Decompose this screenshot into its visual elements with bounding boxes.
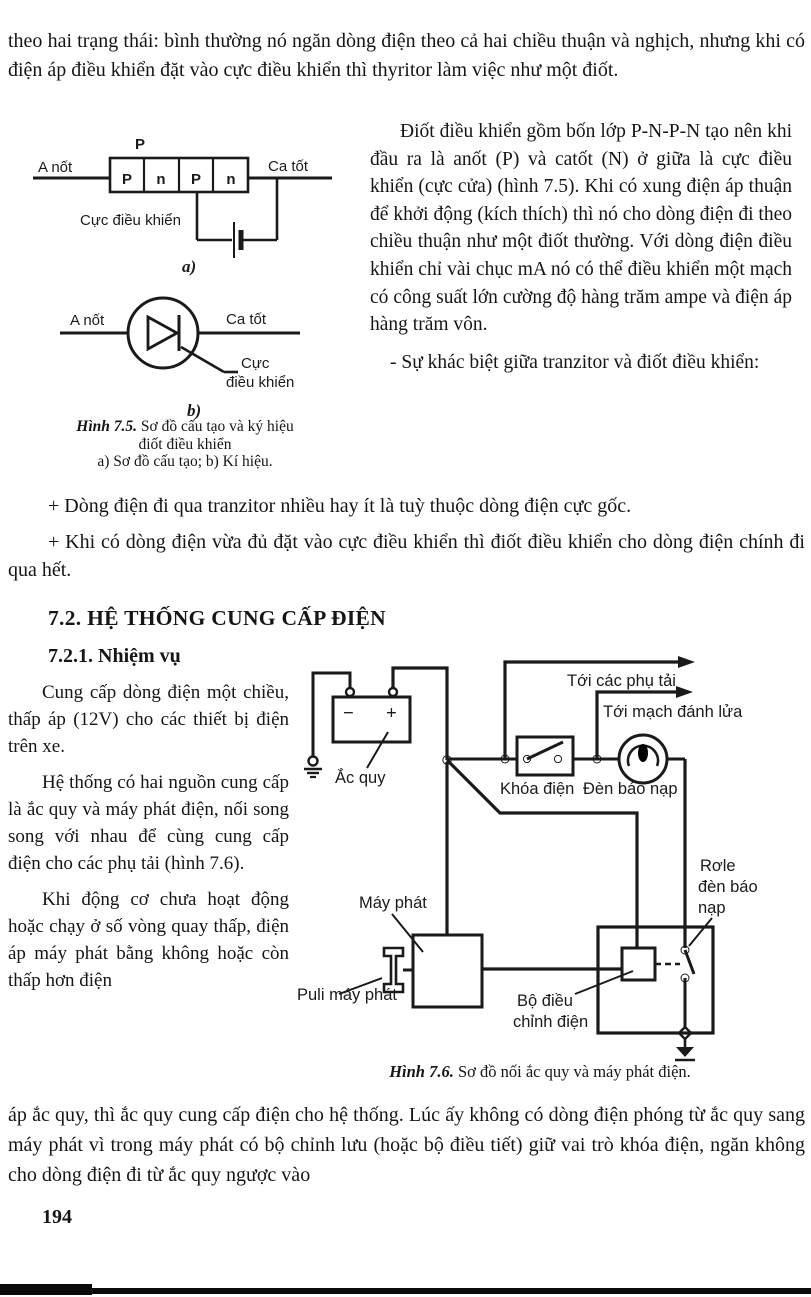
cell-p2-label: P (190, 171, 202, 188)
arrow-to-ignition (676, 686, 693, 698)
battery-minus-label: − (343, 703, 354, 724)
p-layer-top-label: P (134, 136, 146, 153)
pulley-label: Puli máy phát (297, 986, 397, 1004)
cell-p1-label: P (121, 171, 133, 188)
figure-7-5-caption-line3: a) Sơ đồ cấu tạo; b) Kí hiệu. (97, 453, 273, 470)
battery-block (304, 673, 410, 787)
cell-n2-label: n (226, 171, 236, 188)
paragraph-top: theo hai trạng thái: bình thường nó ngăn dòng điện theo cả hai chiều thuận và nghịch, nhưng khi có điện áp điều khiển đặt vào cực điều khiển thì thyritor làm việc như một điốt. (8, 30, 805, 81)
column-left (8, 679, 289, 1003)
regulator-label-line1: Bộ điều (517, 992, 573, 1010)
battery-cell-symbol (234, 222, 241, 258)
charge-lamp-label: Đèn báo nạp (583, 780, 678, 798)
gate-label-b-line1: Cực (241, 355, 270, 372)
paragraph-bottom: áp ắc quy, thì ắc quy cung cấp điện cho hệ thống. Lúc ấy không có dòng điện phóng từ ắc quy sang máy phát vì trong máy phát có bộ chỉnh lưu (hoặc bộ điều tiết) giữ vai trò khóa điện, ngăn không cho dòng điện đi từ ắc quy ngược vào (8, 1104, 805, 1186)
main-wiring (393, 656, 743, 948)
figure-7-5-caption-number: Hình 7.5. (76, 418, 138, 435)
scan-edge-bar-left (0, 1284, 92, 1295)
charge-lamp (583, 735, 685, 948)
to-ignition-label: Tới mạch đánh lửa (603, 703, 743, 721)
battery-plus-label: + (386, 703, 397, 724)
scan-edge-bar (0, 1288, 811, 1294)
page-number: 194 (42, 1206, 72, 1228)
bullet-controlled-diode: + Khi có dòng điện vừa đủ đặt vào cực điều khiển thì điốt điều khiển cho dòng điện chính đi qua hết. (8, 531, 805, 581)
to-loads-label: Tới các phụ tải (567, 672, 676, 690)
ignition-switch-label: Khóa điện (500, 780, 575, 798)
sublabel-a: a) (182, 257, 197, 276)
section-heading-7-2: 7.2. HỆ THỐNG CUNG CẤP ĐIỆN (48, 606, 387, 630)
generator-label: Máy phát (359, 894, 427, 912)
anode-label-a: A nốt (38, 159, 73, 176)
figure-7-5-caption (20, 418, 350, 471)
bullet-transistor: + Dòng điện đi qua tranzitor nhiều hay ít là tuỳ thuộc dòng điện cực gốc. (48, 495, 632, 517)
figure-7-5-caption-title: Sơ đồ cấu tạo và ký hiệu (137, 418, 294, 435)
paragraph-difference-intro: - Sự khác biệt giữa tranzitor và điốt điều khiển: (390, 351, 760, 373)
relay-label-line3: nạp (698, 899, 726, 917)
figure-7-6-caption-title: Sơ đồ nối ắc quy và máy phát điện. (453, 1062, 691, 1081)
cell-n1-label: n (156, 171, 166, 188)
arrow-to-loads (678, 656, 695, 668)
figure-7-6-diagram (295, 640, 811, 1065)
paragraph-two-sources: Hệ thống có hai nguồn cung cấp là ắc quy và máy phát điện, nối song song với nhau để cùng cung cấp điện cho các phụ tải (hình 7.6). (8, 772, 289, 874)
relay-label-line2: đèn báo (698, 878, 758, 896)
relay-regulator-block (513, 857, 758, 1060)
figure-7-6-caption (330, 1062, 750, 1082)
regulator-label-line2: chỉnh điện (513, 1013, 589, 1031)
thyristor-structure-diagram (33, 136, 332, 276)
paragraph-supply-12v: Cung cấp dòng điện một chiều, thấp áp (12V) cho các thiết bị điện trên xe. (8, 682, 289, 757)
anode-label-b: A nốt (70, 312, 105, 329)
gate-label-a: Cực điều khiển (80, 212, 181, 229)
figure-7-5-caption-line2: điốt điều khiển (138, 435, 232, 453)
figure-7-6-caption-number: Hình 7.6. (389, 1062, 454, 1081)
column-right (370, 118, 792, 386)
generator-block (297, 894, 622, 1007)
figure-7-5-diagram (0, 125, 370, 420)
ground-symbol-left (304, 757, 322, 778)
thyristor-symbol-diagram (60, 298, 300, 420)
cathode-label-b: Ca tốt (226, 311, 267, 328)
paragraph-diode-description: Điốt điều khiển gồm bốn lớp P-N-P-N tạo nên khi đầu ra là anốt (P) và catốt (N) ở giữa là cực điều khiển (cực cửa) (hình 7.5). Khi có xung điện áp thuận để khởi động (kích thích) thì nó cho dòng điện đi theo chiều thuận như một điốt thường. Với dòng điện điều khiển chỉ vài chục mA nó có thể điều khiển một mạch có công suất lớn cường độ hàng trăm ampe và điện áp hàng trăm vôn. (370, 121, 792, 336)
relay-label-line1: Rơle (700, 857, 736, 875)
bullet-list (8, 492, 805, 592)
paragraph-engine-off: Khi động cơ chưa hoạt động hoặc chạy ở số vòng quay thấp, điện áp máy phát bằng không hoặc còn thấp hơn điện (8, 889, 289, 991)
cathode-label-a: Ca tốt (268, 158, 309, 175)
subsection-heading-7-2-1: 7.2.1. Nhiệm vụ (48, 645, 181, 667)
gate-label-b-line2: điều khiển (226, 374, 295, 391)
battery-label: Ắc quy (335, 769, 386, 787)
sublabel-b: b) (187, 401, 202, 420)
ground-symbol-right (675, 1039, 695, 1060)
